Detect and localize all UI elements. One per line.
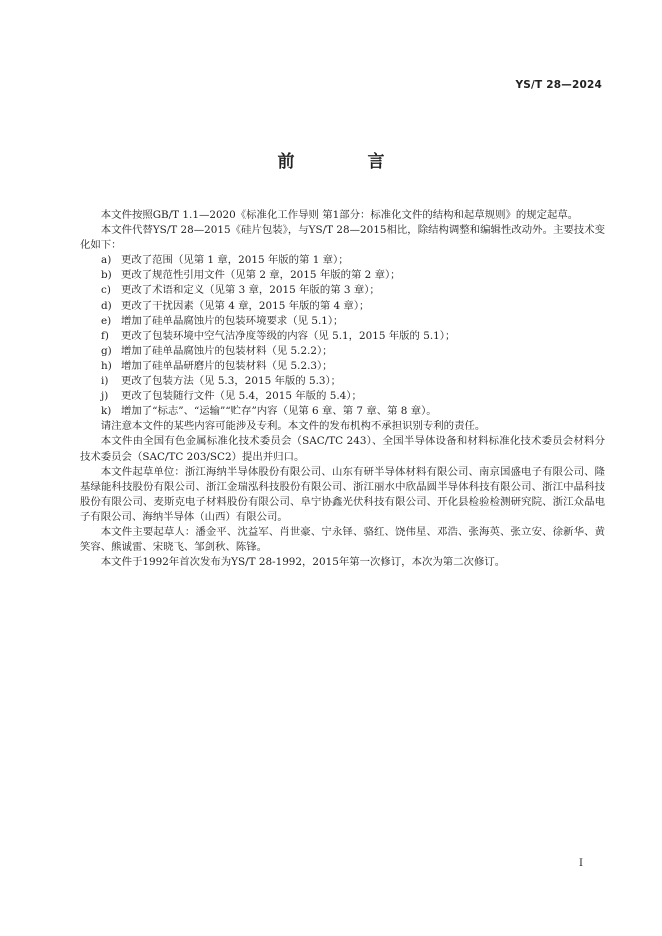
list-item — [80, 374, 605, 389]
list-item — [80, 404, 605, 419]
intro-paragraph: 本文件代替YS/T 28—2015《硅片包装》，与YS/T 28—2015相比，除结构调整和编辑性改动外。主要技术变化如下： — [80, 224, 605, 252]
list-marker: d) — [101, 299, 112, 312]
list-item-text: 增加了硅单晶腐蚀片的包装环境要求（见 5.1）； — [121, 314, 344, 327]
list-item-text: 更改了术语和定义（见第 3 章，2015 年版的第 3 章）； — [121, 284, 380, 297]
list-item-text: 更改了范围（见第 1 章，2015 年版的第 1 章）； — [121, 254, 349, 267]
list-item-text: 增加了硅单晶研磨片的包装材料（见 5.2.3）； — [121, 359, 333, 372]
list-item — [80, 299, 605, 314]
list-item — [80, 268, 605, 283]
drafting-units-paragraph: 本文件起草单位：浙江海纳半导体股份有限公司、山东有研半导体材料有限公司、南京国盛电子有限公司、隆基绿能科技股份有限公司、浙江金瑞泓科技股份有限公司、浙江丽水中欣晶圆半导体科技有限公司、浙江中晶科技股份有限公司、麦斯克电子材料股份有限公司、阜宁协鑫光伏科技有限公司、开化县检验检测研究院、浙江众晶电子有限公司、海纳半导体（山西）有限公司。 — [80, 465, 605, 523]
list-item — [80, 344, 605, 359]
list-marker: f) — [101, 329, 109, 342]
changes-list — [80, 253, 605, 419]
foreword-body — [80, 208, 605, 570]
list-item-text: 更改了干扰因素（见第 4 章，2015 年版的第 4 章）； — [121, 299, 370, 312]
list-marker: g) — [101, 344, 112, 357]
list-marker: i) — [101, 375, 109, 388]
list-marker: j) — [101, 390, 109, 403]
list-item-text: 更改了包装随行文件（见 5.4，2015 年版的 5.4）； — [121, 390, 362, 403]
standard-code: YS/T 28—2024 — [515, 79, 602, 91]
list-item-text: 增加了硅单晶腐蚀片的包装材料（见 5.2.2）； — [121, 344, 333, 357]
drafters-paragraph: 本文件主要起草人：潘金平、沈益军、肖世豪、宁永铎、骆红、饶伟星、邓浩、张海英、张立安、徐新华、黄笑容、熊诚雷、宋晓飞、邹剑秋、陈锋。 — [80, 525, 605, 554]
list-marker: c) — [101, 284, 111, 297]
proposer-paragraph: 本文件由全国有色金属标准化技术委员会（SAC/TC 243）、全国半导体设备和材料标准化技术委员会材料分技术委员会（SAC/TC 203/SC2）提出并归口。 — [80, 435, 605, 463]
list-marker: a) — [101, 254, 112, 267]
list-marker: h) — [101, 359, 112, 372]
list-marker: e) — [101, 314, 112, 327]
patent-notice-paragraph: 请注意本文件的某些内容可能涉及专利。本文件的发布机构不承担识别专利的责任。 — [100, 420, 486, 433]
list-item-text: 更改了包装环境中空气洁净度等级的内容（见 5.1，2015 年版的 5.1）； — [121, 329, 456, 342]
list-item — [80, 389, 605, 404]
list-item — [80, 314, 605, 329]
list-item-text: 更改了包装方法（见 5.3，2015 年版的 5.3）； — [121, 375, 342, 388]
list-item — [80, 283, 605, 298]
intro-paragraph: 本文件按照GB/T 1.1—2020《标准化工作导则 第1部分：标准化文件的结构和起草规则》的规定起草。 — [100, 209, 579, 221]
list-item-text: 更改了规范性引用文件（见第 2 章，2015 年版的第 2 章）； — [121, 269, 401, 282]
list-item — [80, 329, 605, 344]
page-title: 前 言 — [277, 152, 413, 172]
list-item-text: 增加了“标志”、“运输”“贮存”内容（见第 6 章、第 7 章、第 8 章）。 — [121, 405, 437, 418]
history-paragraph: 本文件于1992年首次发布为YS/T 28-1992，2015年第一次修订，本次为第二次修订。 — [100, 556, 506, 569]
list-marker: b) — [101, 269, 112, 282]
list-marker: k) — [101, 405, 112, 418]
list-item — [80, 253, 605, 268]
page-number: I — [579, 858, 583, 869]
list-item — [80, 359, 605, 374]
